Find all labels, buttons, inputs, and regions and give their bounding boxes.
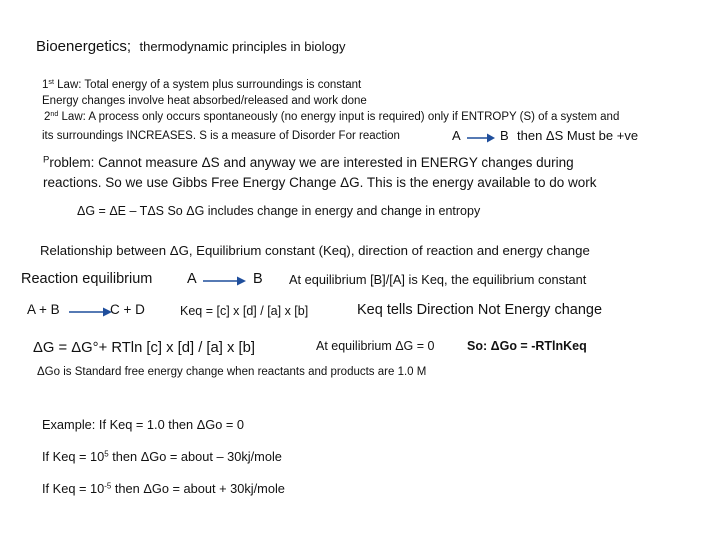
keq-products: C + D: [110, 302, 145, 317]
first-law: [42, 79, 361, 92]
standard-free-energy-note: ΔGo is Standard free energy change when reactants and products are 1.0 M: [37, 366, 427, 378]
title-line: [36, 38, 345, 56]
energy-changes-line: Energy changes involve heat absorbed/released and work done: [42, 95, 367, 107]
keq-formula: Keq = [c] x [d] / [a] x [b]: [180, 304, 309, 318]
example-2: [42, 450, 282, 465]
so-result: So: ΔGo = -RTlnKeq: [467, 339, 587, 353]
example-3-text: then ΔGo = about + 30kj/mole: [111, 481, 285, 496]
relationship-heading: Relationship between ΔG, Equilibrium constant (Keq), direction of reaction and energy change: [40, 243, 590, 258]
example-3-exponent: -5: [104, 481, 112, 491]
example-3: [42, 482, 285, 497]
problem-text: roblem: Cannot measure ΔS and anyway we are interested in ENERGY changes during: [49, 155, 574, 170]
first-law-sup: st: [48, 78, 54, 87]
second-law: [44, 111, 619, 124]
reaction-equilibrium-label: Reaction equilibrium: [21, 271, 153, 287]
example-2-exponent: 5: [104, 449, 109, 459]
page-title: Bioenergetics;: [36, 38, 132, 55]
at-equilibrium-note: At equilibrium ΔG = 0: [316, 339, 435, 353]
example-1: Example: If Keq = 1.0 then ΔGo = 0: [42, 417, 245, 432]
gibbs-equation: ΔG = ΔE – TΔS So ΔG includes change in energy and change in entropy: [77, 204, 481, 218]
second-law-sup: nd: [50, 110, 59, 119]
page-subtitle: thermodynamic principles in biology: [139, 39, 346, 54]
entropy-reaction-to: B: [500, 128, 509, 143]
entropy-sign-text: then ΔS Must be +ve: [517, 128, 639, 143]
equilibrium-note: At equilibrium [B]/[A] is Keq, the equilibrium constant: [289, 272, 587, 287]
problem-line-1: [43, 155, 574, 171]
problem-first-letter: P: [43, 154, 50, 166]
entropy-reaction-from: A: [452, 128, 461, 143]
example-2-base: If Keq = 10: [42, 449, 105, 464]
first-law-number: 1: [42, 79, 49, 91]
example-2-text: then ΔGo = about – 30kj/mole: [108, 449, 282, 464]
surroundings-line: its surroundings INCREASES. S is a measure of Disorder For reaction: [42, 130, 400, 142]
keq-note: Keq tells Direction Not Energy change: [357, 302, 603, 318]
second-law-text: Law: A process only occurs spontaneously (no energy input is required) only if ENTROPY (S) of a system and: [58, 111, 620, 123]
keq-reactants: A + B: [27, 302, 60, 317]
first-law-text: Law: Total energy of a system plus surroundings is constant: [53, 79, 362, 91]
equilibrium-from: A: [187, 271, 197, 287]
entropy-reaction-arrow: [466, 132, 496, 144]
equilibrium-to: B: [253, 271, 263, 287]
keq-reaction-arrow: [68, 306, 114, 318]
second-law-number: 2: [44, 111, 51, 123]
problem-line-2: reactions. So we use Gibbs Free Energy Change ΔG. This is the energy available to do work: [43, 175, 597, 190]
equilibrium-arrow: [202, 274, 248, 288]
example-3-base: If Keq = 10: [42, 481, 105, 496]
delta-g-formula: ΔG = ΔG°+ RTln [c] x [d] / [a] x [b]: [33, 340, 255, 356]
